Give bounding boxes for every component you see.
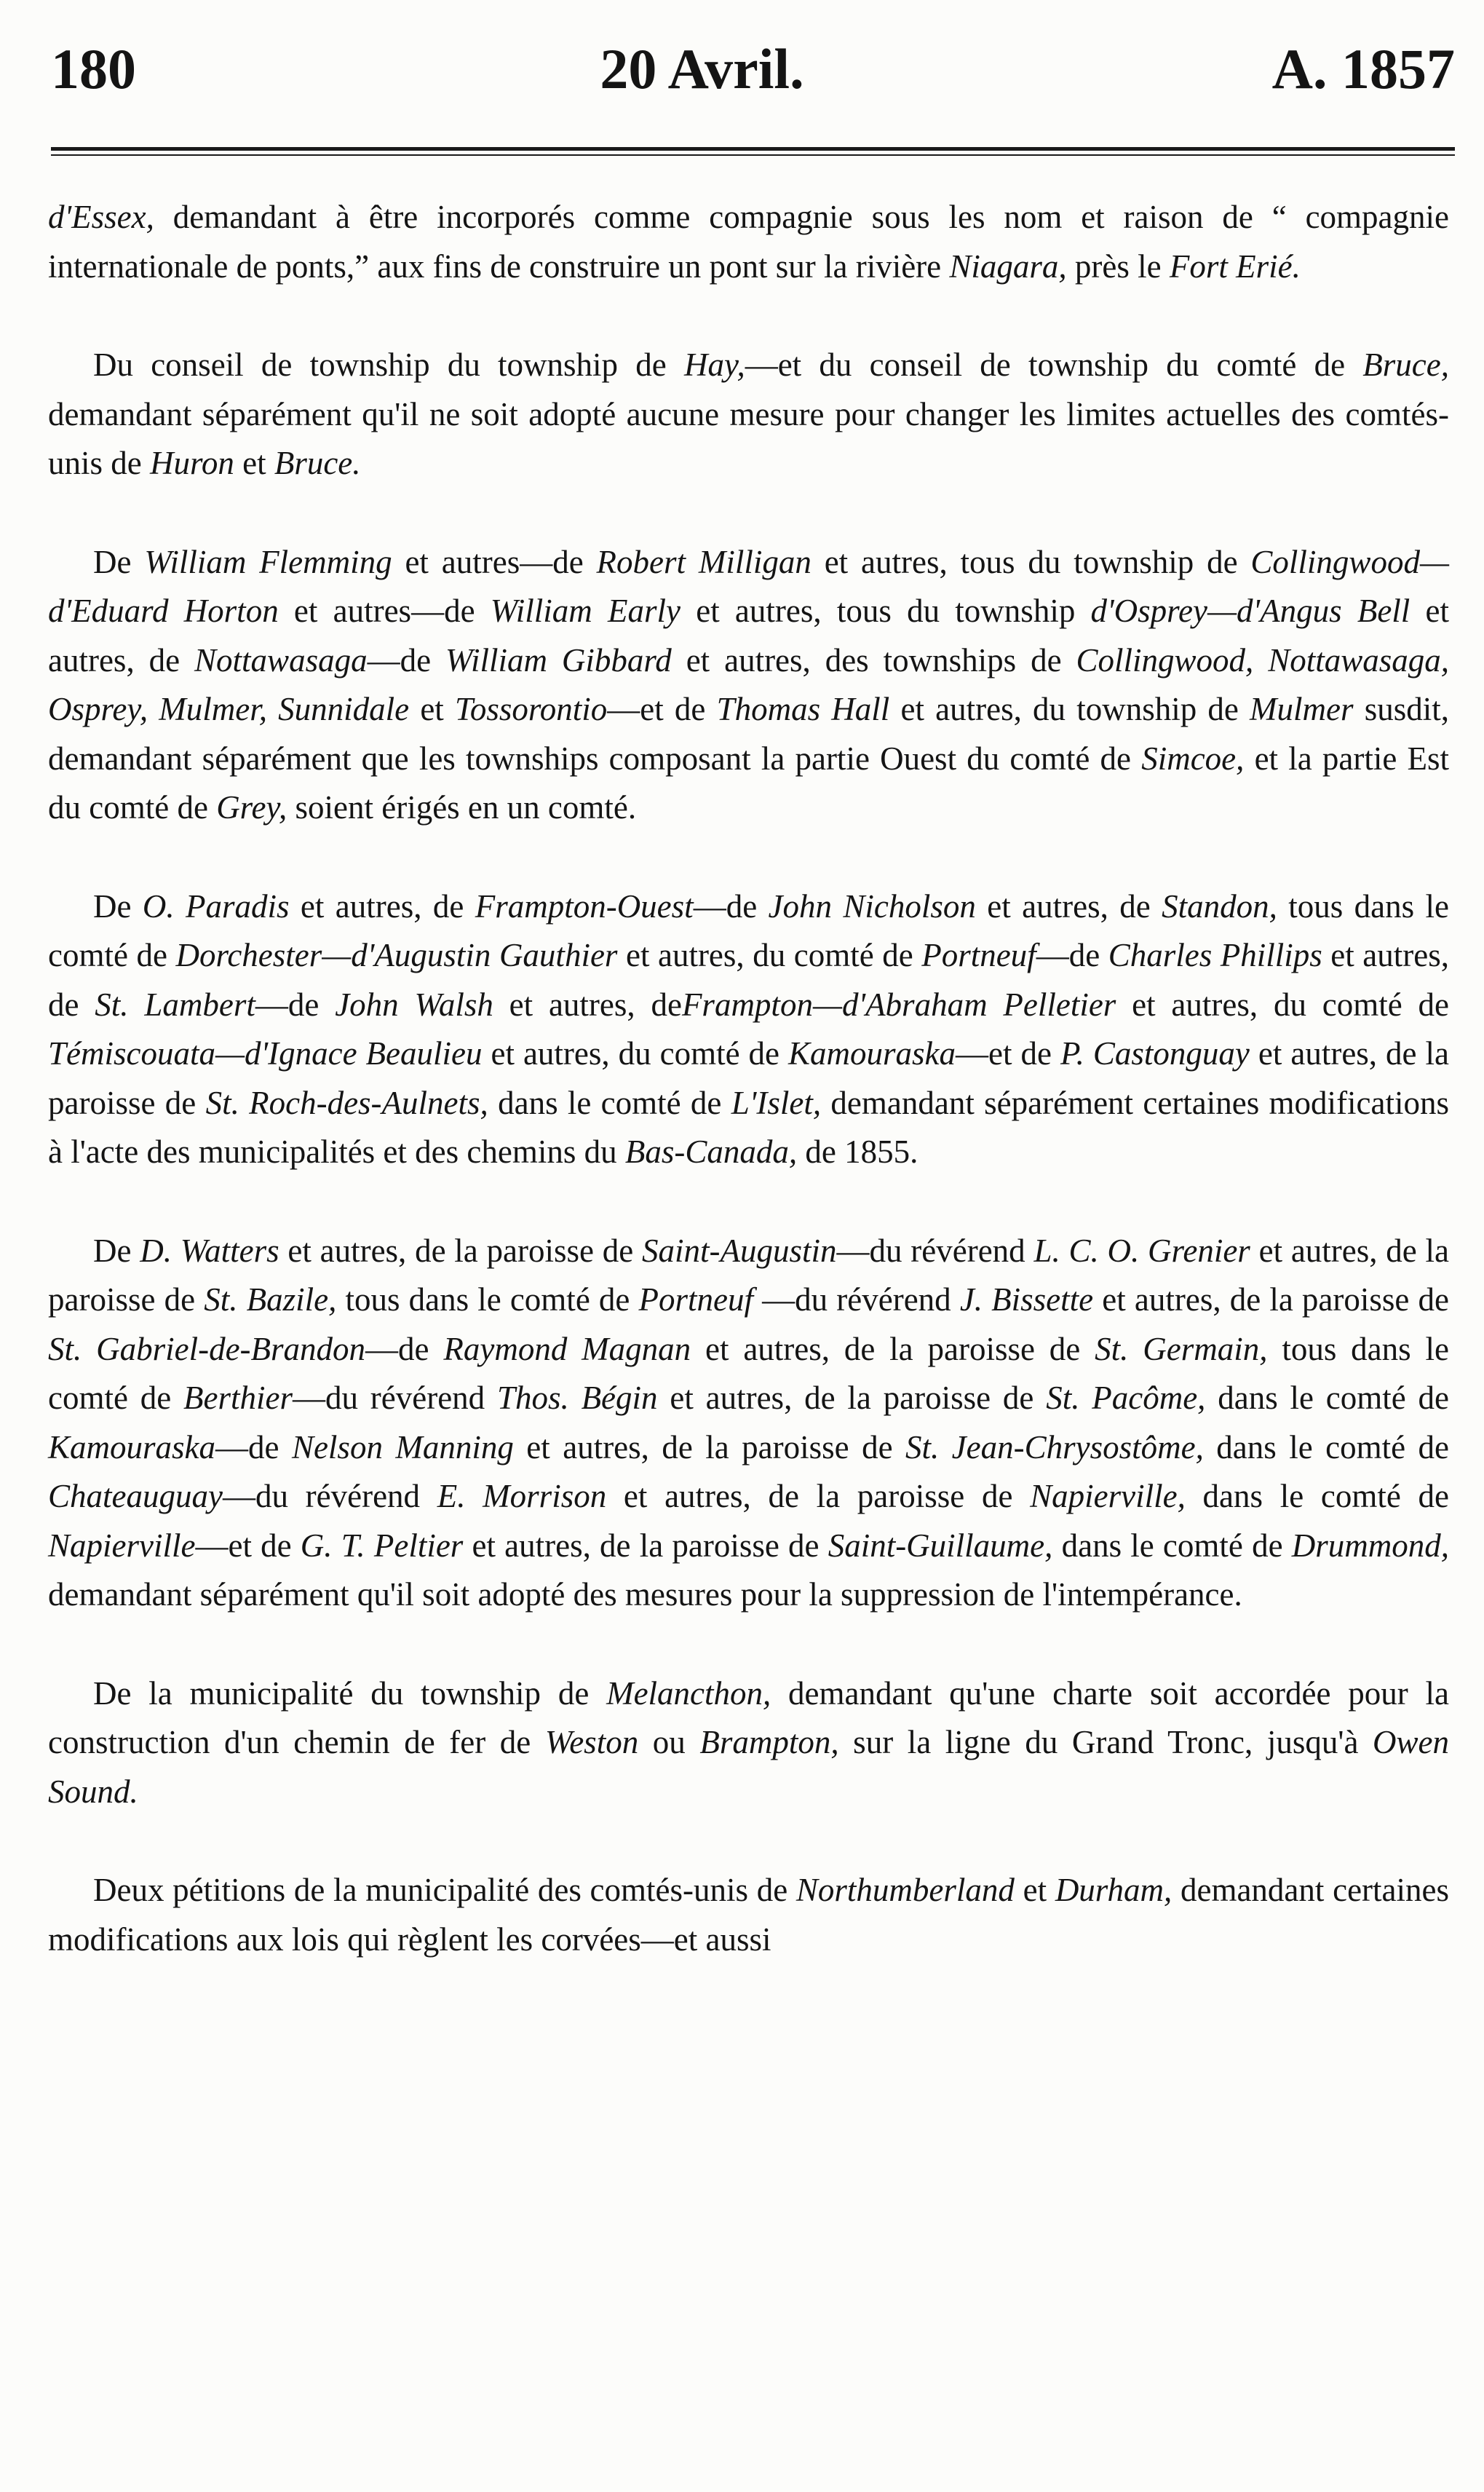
- italic-text: Portneuf: [638, 1281, 754, 1318]
- italic-text: d'Essex,: [48, 199, 154, 235]
- italic-text: Robert Milligan: [596, 543, 812, 580]
- text-segment: demandant séparément qu'il ne soit adopté aucune mesure pour changer les limites actuelles des comtés-unis de: [48, 395, 1449, 481]
- text-segment: et autres, de: [493, 986, 682, 1023]
- italic-text: Simcoe,: [1141, 740, 1245, 777]
- italic-text: Berthier: [183, 1380, 293, 1416]
- text-segment: et autres, tous du township: [681, 593, 1091, 629]
- italic-text: Drummond,: [1291, 1527, 1449, 1564]
- text-segment: De: [93, 543, 145, 580]
- text-segment: et autres, de la paroisse de: [1093, 1281, 1449, 1318]
- italic-text: Kamouraska: [48, 1428, 216, 1465]
- text-segment: —et de: [607, 691, 717, 727]
- italic-text: L'Islet,: [731, 1084, 822, 1121]
- italic-text: Durham,: [1055, 1872, 1172, 1908]
- text-segment: De: [93, 1232, 140, 1269]
- text-segment: et autres, du township de: [889, 691, 1250, 727]
- text-segment: —du révérend: [293, 1380, 497, 1416]
- italic-text: Melancthon,: [606, 1674, 771, 1712]
- italic-text: d'Osprey—d'Angus Bell: [1090, 593, 1410, 629]
- italic-text: Brampton,: [699, 1724, 839, 1760]
- text-segment: —de: [693, 887, 769, 925]
- text-segment: dans le comté de: [1185, 1478, 1450, 1514]
- text-segment: et autres, du comté de: [482, 1035, 789, 1072]
- italic-text: Mulmer: [1250, 691, 1354, 727]
- text-segment: —de: [215, 1428, 292, 1465]
- italic-text: J. Bissette: [959, 1281, 1094, 1318]
- italic-text: P. Castonguay: [1060, 1035, 1250, 1072]
- italic-text: St. Gabriel-de-Brandon: [48, 1330, 366, 1367]
- text-segment: et autres, de la paroisse de: [513, 1428, 905, 1465]
- italic-text: Bas-Canada,: [624, 1134, 798, 1170]
- italic-text: Collingwood—d'Eduard Horton: [48, 543, 1449, 629]
- text-segment: —de: [255, 986, 336, 1023]
- italic-text: Nottawasaga: [194, 641, 368, 679]
- italic-text: William Flemming: [144, 543, 392, 580]
- text-segment: De: [93, 887, 143, 925]
- italic-text: Niagara,: [949, 248, 1067, 285]
- italic-text: Chateauguay: [48, 1478, 223, 1514]
- italic-text: Napierville,: [1030, 1478, 1186, 1514]
- text-segment: —du révérend: [836, 1232, 1034, 1269]
- text-segment: dans le comté de: [488, 1084, 731, 1121]
- italic-text: G. T. Peltier: [300, 1527, 464, 1564]
- text-segment: près le: [1066, 248, 1170, 285]
- text-segment: Du conseil de township du township de: [93, 347, 684, 383]
- italic-text: St. Roch-des-Aulnets,: [205, 1084, 488, 1121]
- text-segment: et autres, de la paroisse de: [657, 1380, 1047, 1416]
- paragraph: [48, 538, 1449, 833]
- italic-text: Collingwood, Nottawasaga, Osprey, Mulmer, Sunnidale: [48, 641, 1449, 727]
- text-segment: et autres, de: [48, 593, 1449, 679]
- text-segment: de 1855.: [797, 1134, 918, 1170]
- paragraph: [48, 1866, 1449, 1964]
- text-segment: et autres, de la paroisse de: [463, 1527, 828, 1564]
- text-segment: —de: [367, 641, 445, 679]
- text-segment: ou: [638, 1724, 700, 1760]
- italic-text: Dorchester—d'Augustin Gauthier: [175, 937, 618, 973]
- text-segment: et autres, de la paroisse de: [606, 1478, 1031, 1514]
- text-segment: et autres, tous du township de: [811, 543, 1251, 580]
- italic-text: John Walsh: [335, 986, 493, 1023]
- italic-text: Hay,: [683, 347, 745, 383]
- text-segment: et la partie Est du comté de: [48, 740, 1449, 826]
- text-segment: et autres, de: [48, 937, 1449, 1023]
- italic-text: Frampton—d'Abraham Pelletier: [681, 986, 1116, 1023]
- italic-text: Grey,: [216, 789, 287, 826]
- text-segment: demandant qu'une charte soit accordée pour la construction d'un chemin de fer de: [48, 1674, 1449, 1760]
- text-segment: et autres, de la paroisse de: [48, 1232, 1450, 1318]
- text-segment: —du révérend: [222, 1478, 437, 1514]
- italic-text: Owen Sound.: [48, 1724, 1450, 1810]
- italic-text: Raymond Magnan: [443, 1330, 691, 1367]
- page-header: [51, 29, 1455, 109]
- italic-text: William Gibbard: [445, 641, 672, 679]
- text-segment: et: [409, 691, 455, 727]
- text-segment: et autres, des townships de: [671, 641, 1076, 679]
- text-segment: tous dans le comté de: [336, 1281, 639, 1318]
- text-segment: demandant séparément qu'il soit adopté des mesures pour la suppression de l'intempérance.: [48, 1576, 1242, 1613]
- italic-text: St. Lambert: [95, 986, 255, 1023]
- text-segment: et autres, de: [975, 887, 1162, 925]
- italic-text: Napierville: [48, 1527, 196, 1564]
- paragraph: [48, 193, 1449, 291]
- italic-text: Bruce.: [274, 445, 361, 481]
- text-segment: et autres—de: [392, 543, 597, 580]
- italic-text: Témiscouata—d'Ignace Beaulieu: [48, 1035, 483, 1072]
- italic-text: Northumberland: [795, 1872, 1015, 1908]
- text-segment: et autres, du comté de: [1116, 986, 1449, 1023]
- text-segment: demandant séparément certaines modifications à l'acte des municipalités et des chemins du: [48, 1084, 1450, 1170]
- text-segment: tous dans le comté de: [48, 1330, 1449, 1416]
- italic-text: St. Bazile,: [204, 1281, 337, 1318]
- header-rule: [51, 147, 1455, 151]
- text-segment: dans le comté de: [1203, 1428, 1449, 1465]
- text-segment: et autres, de la paroisse de: [691, 1330, 1095, 1367]
- italic-text: Bruce,: [1362, 347, 1449, 383]
- text-segment: et autres—de: [278, 593, 491, 629]
- text-segment: sur la ligne du Grand Tronc, jusqu'à: [838, 1724, 1373, 1760]
- italic-text: St. Germain,: [1095, 1330, 1268, 1367]
- text-segment: —de: [1036, 937, 1108, 973]
- text-segment: dans le comté de: [1052, 1527, 1292, 1564]
- italic-text: Charles Phillips: [1108, 937, 1322, 973]
- italic-text: Saint-Augustin: [642, 1232, 837, 1269]
- text-segment: De la municipalité du township de: [93, 1674, 607, 1712]
- italic-text: L. C. O. Grenier: [1033, 1232, 1250, 1269]
- italic-text: William Early: [490, 593, 681, 629]
- text-segment: —du révérend: [753, 1281, 960, 1318]
- text-segment: et autres, de: [289, 887, 475, 925]
- italic-text: St. Jean-Chrysostôme,: [905, 1428, 1204, 1465]
- text-segment: et autres, de la paroisse de: [48, 1035, 1449, 1121]
- text-segment: et autres, de la paroisse de: [279, 1232, 643, 1269]
- italic-text: Portneuf: [921, 937, 1036, 973]
- italic-text: Fort Erié.: [1169, 248, 1301, 285]
- italic-text: E. Morrison: [437, 1478, 607, 1514]
- text-segment: —et de: [195, 1527, 301, 1564]
- text-segment: demandant à être incorporés comme compagnie sous les nom et raison de “ compagnie internationale de ponts,” aux fins de construire un pont sur la rivière: [48, 199, 1449, 285]
- italic-text: Thomas Hall: [716, 691, 890, 727]
- text-segment: —et du conseil de township du comté de: [745, 347, 1363, 383]
- italic-text: Huron: [150, 445, 234, 481]
- italic-text: Standon,: [1162, 887, 1277, 925]
- text-segment: Deux pétitions de la municipalité des comtés-unis de: [93, 1872, 796, 1908]
- header-year: A. 1857: [1271, 37, 1455, 100]
- text-segment: tous dans le comté de: [48, 887, 1449, 973]
- text-segment: —de: [365, 1330, 444, 1367]
- page-number: 180: [51, 37, 136, 100]
- text-segment: soient érigés en un comté.: [287, 789, 637, 826]
- paragraph: [48, 882, 1449, 1177]
- italic-text: D. Watters: [140, 1232, 279, 1269]
- italic-text: Frampton-Ouest: [475, 887, 694, 925]
- text-segment: —et de: [956, 1035, 1060, 1072]
- text-segment: et: [234, 445, 274, 481]
- italic-text: John Nicholson: [768, 887, 976, 925]
- header-rule-thin: [51, 154, 1455, 156]
- text-segment: susdit, demandant séparément que les townships composant la partie Ouest du comté de: [48, 691, 1449, 777]
- text-segment: et autres, du comté de: [617, 937, 922, 973]
- italic-text: Weston: [544, 1724, 639, 1760]
- italic-text: Tossorontio: [454, 691, 608, 727]
- paragraph: [48, 1669, 1449, 1817]
- italic-text: Kamouraska: [788, 1035, 956, 1072]
- text-segment: dans le comté de: [1205, 1380, 1449, 1416]
- text-segment: et: [1014, 1872, 1055, 1908]
- text-segment: demandant certaines modifications aux lois qui règlent les corvées—et aussi: [48, 1872, 1449, 1958]
- paragraph: [48, 341, 1449, 488]
- paragraph: [48, 1227, 1449, 1620]
- italic-text: St. Pacôme,: [1046, 1380, 1206, 1416]
- header-date: 20 Avril.: [600, 37, 804, 100]
- body-text: [48, 193, 1449, 1964]
- italic-text: Thos. Bégin: [496, 1380, 658, 1416]
- italic-text: O. Paradis: [142, 887, 290, 925]
- italic-text: Saint-Guillaume,: [828, 1527, 1053, 1564]
- italic-text: Nelson Manning: [291, 1428, 514, 1465]
